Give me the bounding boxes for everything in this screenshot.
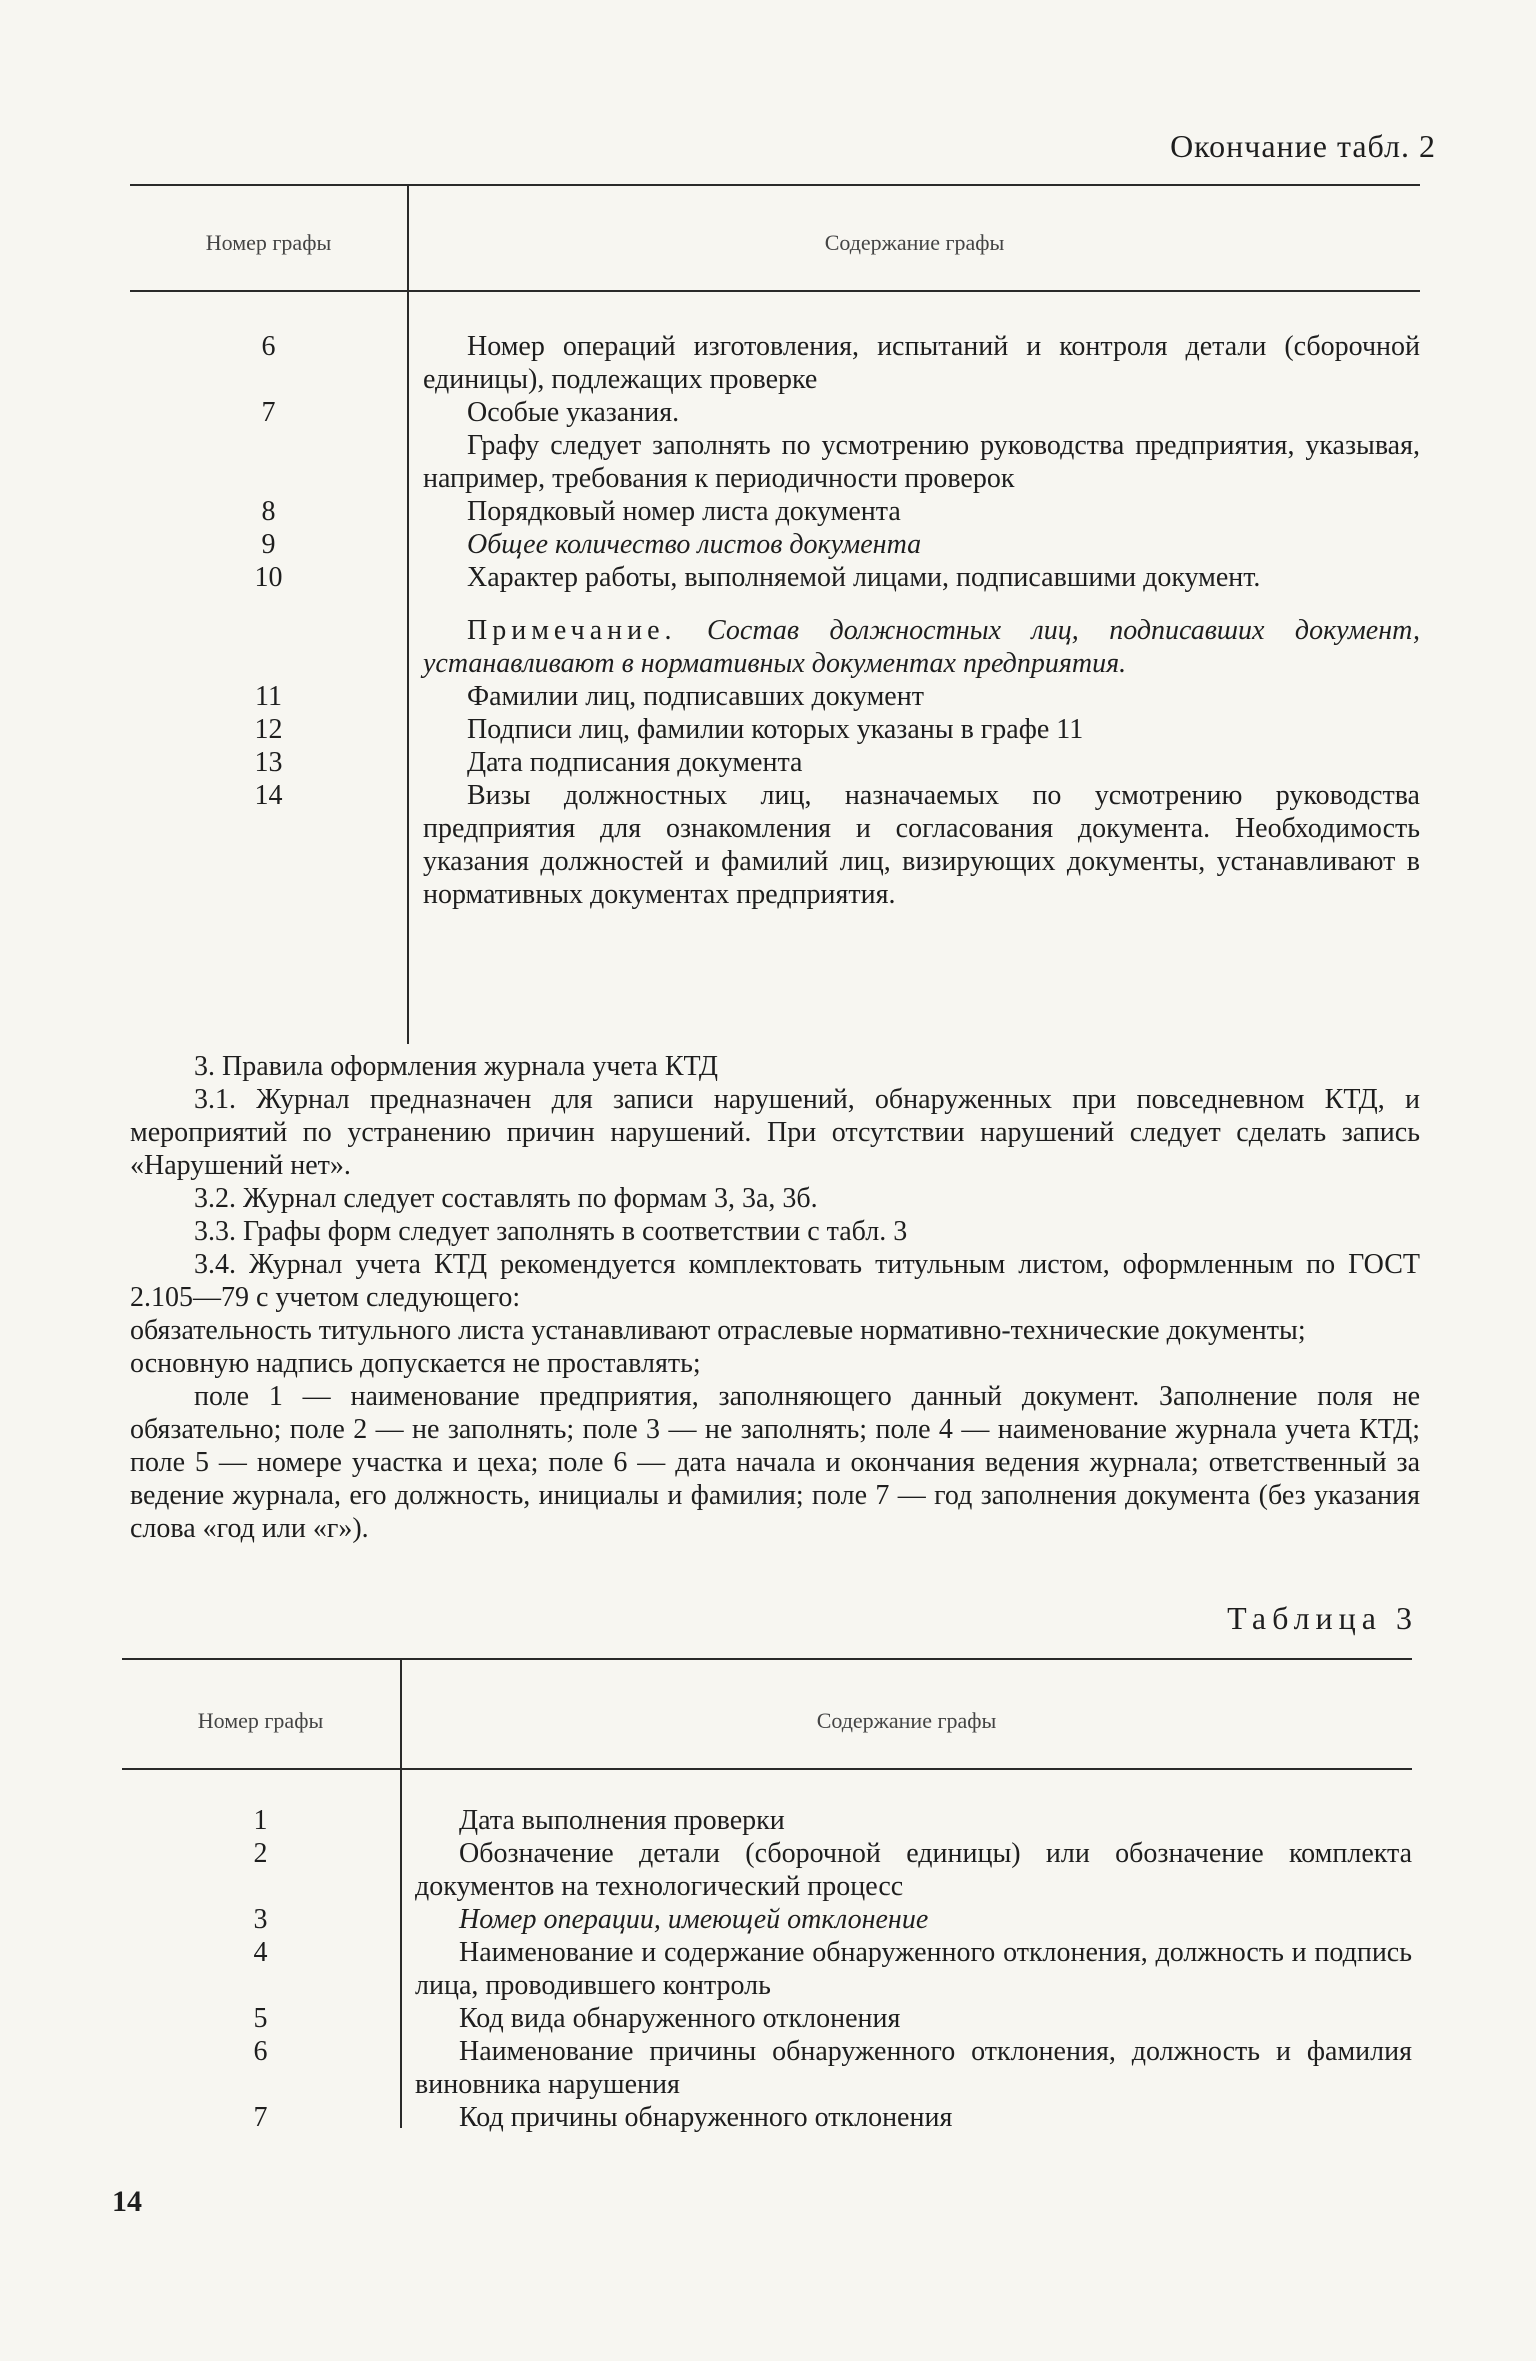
paragraph: 3.2. Журнал следует составлять по формам 3, 3а, 3б. [194, 1183, 818, 1214]
row-text: Наименование и содержание обнаруженного отклонения, должность и подпись лица, проводившего контроль [415, 1937, 1412, 2001]
row-text: Наименование причины обнаруженного отклонения, должность и фамилия виновника нарушения [415, 2036, 1412, 2100]
table2-note [130, 614, 1420, 680]
table-row [130, 495, 1420, 528]
row-number: 14 [254, 780, 283, 811]
row-text: Обозначение детали (сборочной единицы) или обозначение комплекта документов на технологический процесс [415, 1838, 1412, 1902]
row-number: 6 [253, 2036, 268, 2067]
row-text: Номер операции, имеющей отклонение [459, 1904, 929, 1935]
row-number: 9 [261, 529, 276, 560]
table3-caption: Таблица 3 [1227, 1600, 1418, 1636]
row-text: Общее количество листов документа [467, 529, 922, 560]
table3-body [122, 1804, 1412, 2134]
table-row [130, 528, 1420, 561]
row-number: 7 [253, 2102, 268, 2133]
row-number [130, 429, 407, 495]
row-text: Характер работы, выполняемой лицами, подписавшими документ. [467, 562, 1261, 593]
row-text: Графу следует заполнять по усмотрению руководства предприятия, указывая, например, требования к периодичности проверок [423, 430, 1420, 494]
table-row [122, 1804, 1412, 1837]
row-number: 1 [253, 1805, 268, 1836]
table-row [122, 2002, 1412, 2035]
table-row [122, 1936, 1412, 2002]
row-text: Особые указания. [467, 397, 680, 428]
page-number: 14 [112, 2185, 142, 2218]
row-text: Порядковый номер листа документа [467, 496, 901, 527]
table2-caption: Окончание табл. 2 [1170, 128, 1436, 164]
row-number: 3 [253, 1904, 268, 1935]
section-heading: 3. Правила оформления журнала учета КТД [194, 1051, 718, 1082]
table-row [130, 561, 1420, 594]
table3-col2-header: Содержание графы [816, 1708, 997, 1733]
section-3 [130, 1050, 1420, 1545]
row-number: 4 [253, 1937, 268, 1968]
table-row [130, 746, 1420, 779]
paragraph: поле 1 — наименование предприятия, заполняющего данный документ. Заполнение поля не обязательно; поле 2 — не заполнять; поле 3 — не заполнять; поле 4 — наименование журнала учета КТД; поле 5 — номере участка и цеха; поле 6 — дата начала и окончания ведения журнала; ответственный за ведение журнала, его должность, инициалы и фамилия; поле 7 — год заполнения документа (без указания слова «год или «г»). [130, 1381, 1420, 1544]
table-3 [122, 1658, 1412, 2133]
row-number: 11 [255, 681, 282, 712]
row-text: Дата выполнения проверки [459, 1805, 785, 1836]
paragraph: основную надпись допускается не проставлять; [130, 1348, 701, 1379]
table-row [130, 779, 1420, 911]
row-number: 6 [261, 331, 276, 362]
row-number: 13 [254, 747, 283, 778]
row-text: Код причины обнаруженного отклонения [459, 2102, 953, 2133]
table3-top-rule [122, 1658, 1412, 1660]
row-number: 10 [254, 562, 283, 593]
table2-body [130, 330, 1420, 911]
note-text: Состав должностных лиц, подписавших документ, устанавливают в нормативных документах предприятия. [423, 615, 1421, 679]
row-text: Подписи лиц, фамилии которых указаны в графе 11 [467, 714, 1084, 745]
row-number: 12 [254, 714, 283, 745]
table-row [130, 330, 1420, 396]
table-row [122, 1903, 1412, 1936]
row-text: Визы должностных лиц, назначаемых по усмотрению руководства предприятия для ознакомления и согласования документа. Необходимость указания должностей и фамилий лиц, визирующих документы, устанавливают в нормативных документах предприятия. [423, 780, 1420, 910]
row-text: Дата подписания документа [467, 747, 803, 778]
row-text: Код вида обнаруженного отклонения [459, 2003, 901, 2034]
note-label: Примечание. [467, 615, 677, 646]
row-number: 5 [253, 2003, 268, 2034]
table-row [122, 1837, 1412, 1903]
table-row [130, 396, 1420, 429]
paragraph: 3.3. Графы форм следует заполнять в соответствии с табл. 3 [194, 1216, 908, 1247]
table2-top-rule [130, 184, 1420, 186]
table-row [122, 2101, 1412, 2134]
row-text: Фамилии лиц, подписавших документ [467, 681, 924, 712]
paragraph: обязательность титульного листа устанавливают отраслевые нормативно-технические документы; [130, 1315, 1306, 1346]
table2-col1-header: Номер графы [205, 230, 332, 255]
table3-col1-header: Номер графы [197, 1708, 324, 1733]
row-number: 8 [261, 496, 276, 527]
table-row [130, 429, 1420, 495]
table-row [122, 2035, 1412, 2101]
paragraph: 3.1. Журнал предназначен для записи нарушений, обнаруженных при повседневном КТД, и мероприятий по устранению причин нарушений. При отсутствии нарушений следует сделать запись «Нарушений нет». [130, 1084, 1420, 1181]
paragraph: 3.4. Журнал учета КТД рекомендуется комплектовать титульным листом, оформленным по ГОСТ 2.105—79 с учетом следующего: [130, 1249, 1420, 1313]
table-2 [130, 184, 1420, 1044]
table2-col2-header: Содержание графы [824, 230, 1005, 255]
table-row [130, 680, 1420, 713]
table-row [130, 713, 1420, 746]
row-number: 7 [261, 397, 276, 428]
row-number: 2 [253, 1838, 268, 1869]
table3-header-rule [122, 1768, 1412, 1770]
table2-header-rule [130, 290, 1420, 292]
row-text: Номер операций изготовления, испытаний и контроля детали (сборочной единицы), подлежащих проверке [423, 331, 1420, 395]
